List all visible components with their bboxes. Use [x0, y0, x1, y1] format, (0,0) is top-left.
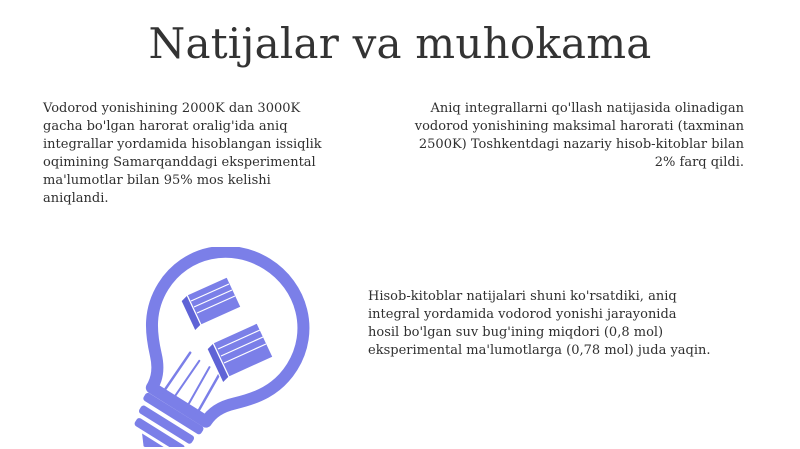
paragraph-max-temperature: Aniq integrallarni qo'llash natijasida olinadigan vodorod yonishining maksimal harorati (taxminan 2500K) Toshkentdagi nazariy hisob-kitoblar bilan 2% farq qildi. — [414, 101, 744, 170]
lightbulb-with-books-icon — [95, 247, 325, 447]
paragraph-heat-flux: Vodorod yonishining 2000K dan 3000K gacha bo'lgan harorat oralig'ida aniq integrallar yordamida hisoblangan issiqlik oqimining Samarqanddagi eksperimental ma'lumotlar bilan 95% mos kelishi aniqlandi. — [43, 101, 322, 206]
slide-title: Natijalar va muhokama — [148, 19, 652, 68]
paragraph-water-vapor: Hisob-kitoblar natijalari shuni ko'rsatdiki, aniq integral yordamida vodorod yonishi jarayonida hosil bo'lgan suv bug'ining miqdori (0,8 mol) eksperimental ma'lumotlarga (0,78 mol) juda yaqin. — [368, 289, 711, 358]
